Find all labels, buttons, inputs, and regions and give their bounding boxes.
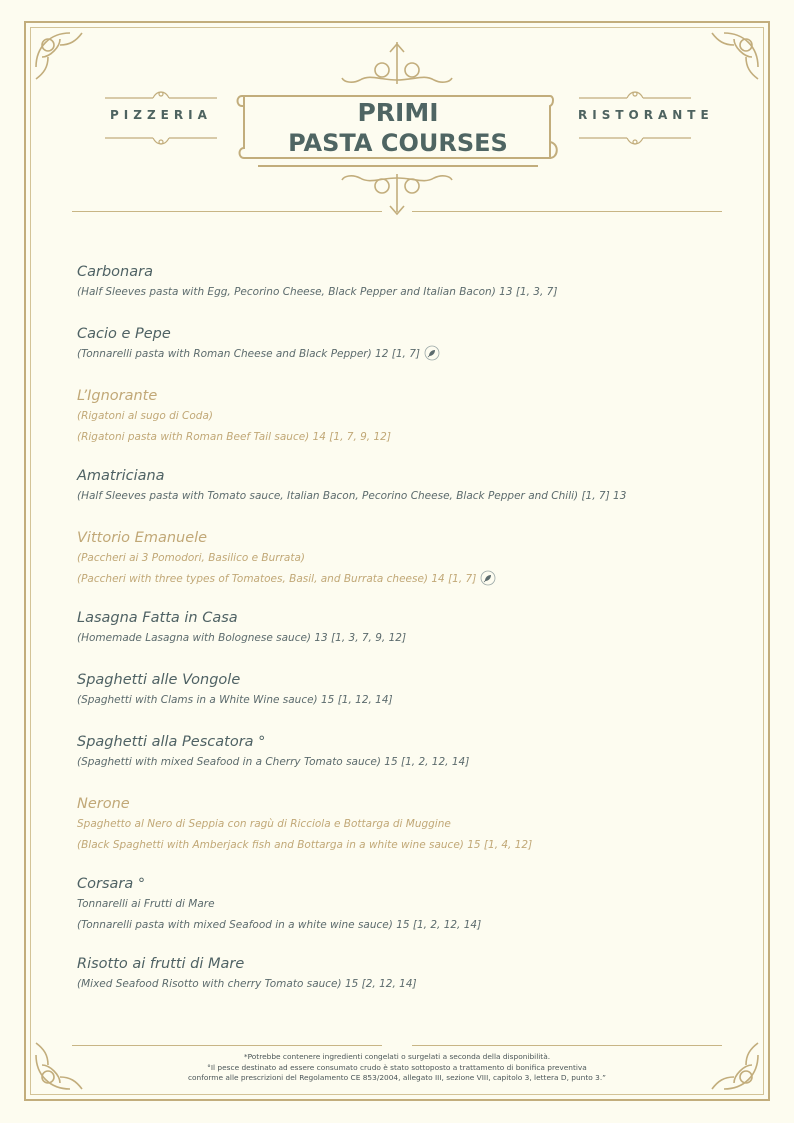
menu-item-description <box>77 344 727 365</box>
corner-ornament-bottom-right <box>700 1031 764 1095</box>
menu-item-description <box>77 814 727 835</box>
menu-item-description-text: (Half Sleeves pasta with Tomato sauce, Italian Bacon, Pecorino Cheese, Black Pepper and Chili) [1, 7] 13 <box>77 490 627 502</box>
menu-item-description-text: Tonnarelli ai Frutti di Mare <box>77 898 215 910</box>
menu-item-description-text: (Paccheri ai 3 Pomodori, Basilico e Burrata) <box>77 552 305 564</box>
footnote <box>90 1052 704 1084</box>
menu-item-description <box>77 282 727 303</box>
footer-divider-left <box>72 1045 382 1046</box>
menu-item <box>77 324 727 386</box>
menu-item-description <box>77 974 727 995</box>
footer-divider-right <box>412 1045 722 1046</box>
page-subtitle: PASTA COURSES <box>288 129 508 157</box>
menu-item-name: Spaghetti alla Pescatora ° <box>77 734 266 750</box>
ristorante-label: RISTORANTE <box>578 108 714 122</box>
menu-item <box>77 528 727 608</box>
menu-item-name: L’Ignorante <box>77 388 158 404</box>
menu-item-name: Lasagna Fatta in Casa <box>77 610 238 626</box>
menu-item-description-text: (Paccheri with three types of Tomatoes, Basil, and Burrata cheese) 14 [1, 7] <box>77 573 477 585</box>
menu-item <box>77 608 727 670</box>
leaf-icon <box>480 570 496 586</box>
pizzeria-label: PIZZERIA <box>110 108 212 122</box>
menu-item <box>77 794 727 874</box>
menu-item-name: Risotto ai frutti di Mare <box>77 956 245 972</box>
menu-item-description <box>77 569 727 590</box>
header-divider-right <box>412 211 722 212</box>
menu-item-description-text: (Mixed Seafood Risotto with cherry Tomato sauce) 15 [2, 12, 14] <box>77 978 417 990</box>
corner-ornament-top-right <box>700 27 764 91</box>
menu-item-description-text: (Black Spaghetti with Amberjack fish and Bottarga in a white wine sauce) 15 [1, 4, 12] <box>77 839 533 851</box>
menu-item-name: Carbonara <box>77 264 153 280</box>
menu-list <box>77 262 727 1016</box>
menu-item-description-text: Spaghetto al Nero di Seppia con ragù di Ricciola e Bottarga di Muggine <box>77 818 451 830</box>
menu-item <box>77 386 727 466</box>
menu-item-description <box>77 752 727 773</box>
title-block <box>238 96 558 158</box>
menu-item-description-text: (Rigatoni al sugo di Coda) <box>77 410 213 422</box>
menu-item-description-text: (Homemade Lasagna with Bolognese sauce) 13 [1, 3, 7, 9, 12] <box>77 632 407 644</box>
menu-item-description <box>77 548 727 569</box>
menu-item-description-text: (Spaghetti with Clams in a White Wine sauce) 15 [1, 12, 14] <box>77 694 393 706</box>
menu-item-name: Vittorio Emanuele <box>77 530 208 546</box>
menu-item-description <box>77 628 727 649</box>
menu-item-description <box>77 915 727 936</box>
menu-item-description <box>77 894 727 915</box>
footnote-line-2: °Il pesce destinato ad essere consumato crudo è stato sottoposto a trattamento di bonifica preventiva <box>207 1062 587 1072</box>
menu-item-description <box>77 690 727 711</box>
menu-item <box>77 732 727 794</box>
menu-item-description-text: (Tonnarelli pasta with mixed Seafood in a white wine sauce) 15 [1, 2, 12, 14] <box>77 919 482 931</box>
menu-item-description-text: (Rigatoni pasta with Roman Beef Tail sauce) 14 [1, 7, 9, 12] <box>77 431 391 443</box>
footnote-line-1: *Potrebbe contenere ingredienti congelati o surgelati a seconda della disponibilità. <box>243 1052 551 1061</box>
page-title: PRIMI <box>357 98 439 127</box>
menu-item <box>77 874 727 954</box>
menu-item-name: Nerone <box>77 796 130 812</box>
footnote-line-3: conforme alle prescrizioni del Regolamento CE 853/2004, allegato III, sezione VIII, capitolo 3, lettera D, punto 3.” <box>187 1073 607 1082</box>
menu-item <box>77 466 727 528</box>
header-divider-left <box>72 211 382 212</box>
corner-ornament-bottom-left <box>30 1031 94 1095</box>
menu-item-description <box>77 406 727 427</box>
menu-item-name: Corsara ° <box>77 876 146 892</box>
menu-item <box>77 262 727 324</box>
menu-item-description <box>77 427 727 448</box>
menu-item-name: Cacio e Pepe <box>77 326 171 342</box>
menu-item <box>77 954 727 1016</box>
menu-item-description-text: (Spaghetti with mixed Seafood in a Cherry Tomato sauce) 15 [1, 2, 12, 14] <box>77 756 470 768</box>
menu-item-description <box>77 835 727 856</box>
menu-item-name: Amatriciana <box>77 468 165 484</box>
menu-item-description-text: (Tonnarelli pasta with Roman Cheese and Black Pepper) 12 [1, 7] <box>77 348 420 360</box>
corner-ornament-top-left <box>30 27 94 91</box>
leaf-icon <box>424 345 440 361</box>
menu-item-name: Spaghetti alle Vongole <box>77 672 241 688</box>
menu-item-description <box>77 486 727 507</box>
menu-item <box>77 670 727 732</box>
menu-item-description-text: (Half Sleeves pasta with Egg, Pecorino Cheese, Black Pepper and Italian Bacon) 13 [1, 3, 7] <box>77 286 558 298</box>
